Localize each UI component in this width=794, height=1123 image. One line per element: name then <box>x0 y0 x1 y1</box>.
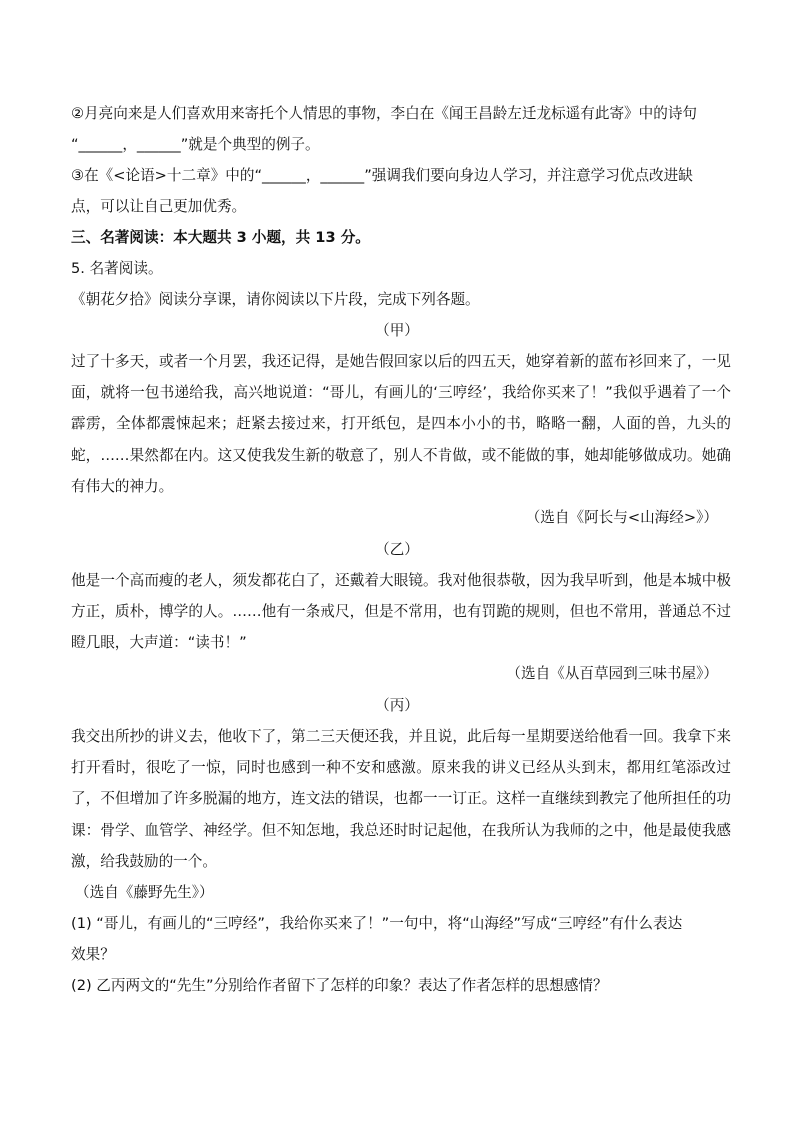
passage-jia-label: （甲） <box>375 322 419 339</box>
poetry-q3-line1: ③在《<论语>十二章》中的“______，______”强调我们要向身边人学习，并注意学习优点改进缺 <box>71 167 693 184</box>
poetry-q3-line2: 点，可以让自己更加优秀。 <box>71 198 247 215</box>
reading-intro: 《朝花夕拾》阅读分享课，请你阅读以下片段，完成下列各题。 <box>71 291 480 308</box>
poetry-q2-line1: ②月亮向来是人们喜欢用来寄托个人情思的事物，李白在《闻王昌龄左迁龙标遥有此寄》中的诗句 <box>71 105 698 122</box>
question-1-line2: 效果？ <box>71 946 115 963</box>
passage-yi-label: （乙） <box>375 541 419 558</box>
passage-bing-label: （丙） <box>375 697 419 714</box>
question-2: (2) 乙丙两文的“先生”分别给作者留下了怎样的印象？表达了作者怎样的思想感情？ <box>71 977 608 994</box>
poetry-q2-line2: “______，______”就是个典型的例子。 <box>71 136 320 153</box>
passage-jia-text: 过了十多天，或者一个月罢，我还记得，是她告假回家以后的四五天，她穿着新的蓝布衫回来了，一见面，就将一包书递给我，高兴地说道：“哥儿，有画儿的‘三哼经’，我给你买来了！”我似乎遇着了一个霹雳，全体都震悚起来；赶紧去接过来，打开纸包，是四本小小的书，略略一翻，人面的兽，九头的蛇，……果然都在内。这又使我发生新的敬意了，别人不肯做，或不能做的事，她却能够做成功。她确有伟大的神力。 <box>71 353 731 495</box>
passage-jia-source: （选自《阿长与<山海经>》） <box>525 509 718 526</box>
passage-yi-source: （选自《从百草园到三味书屋》） <box>506 665 718 682</box>
section-heading: 三、名著阅读：本大题共 3 小题，共 13 分。 <box>71 229 370 246</box>
question-1-line1: (1) “哥儿，有画儿的“三哼经”，我给你买来了！”一句中，将“山海经”写成“三哼经”有什么表达 <box>71 915 683 932</box>
question-5-title: 5. 名著阅读。 <box>71 260 163 277</box>
passage-yi-text: 他是一个高而瘦的老人，须发都花白了，还戴着大眼镜。我对他很恭敬，因为我早听到，他是本城中极方正，质朴，博学的人。……他有一条戒尺，但是不常用，也有罚跪的规则，但也不常用，普通总不过瞪几眼，大声道：“读书！” <box>71 572 731 652</box>
passage-bing-text: 我交出所抄的讲义去，他收下了，第二三天便还我，并且说，此后每一星期要送给他看一回。我拿下来打开看时，很吃了一惊，同时也感到一种不安和感激。原来我的讲义已经从头到末，都用红笔添改过了，不但增加了许多脱漏的地方，连文法的错误，也都一一订正。这样一直继续到教完了他所担任的功课：骨学、血管学、神经学。但不知怎地，我总还时时记起他，在我所认为我师的之中，他是最使我感激，给我鼓励的一个。 <box>71 728 731 870</box>
passage-bing-source: （选自《藤野先生》） <box>75 884 214 901</box>
